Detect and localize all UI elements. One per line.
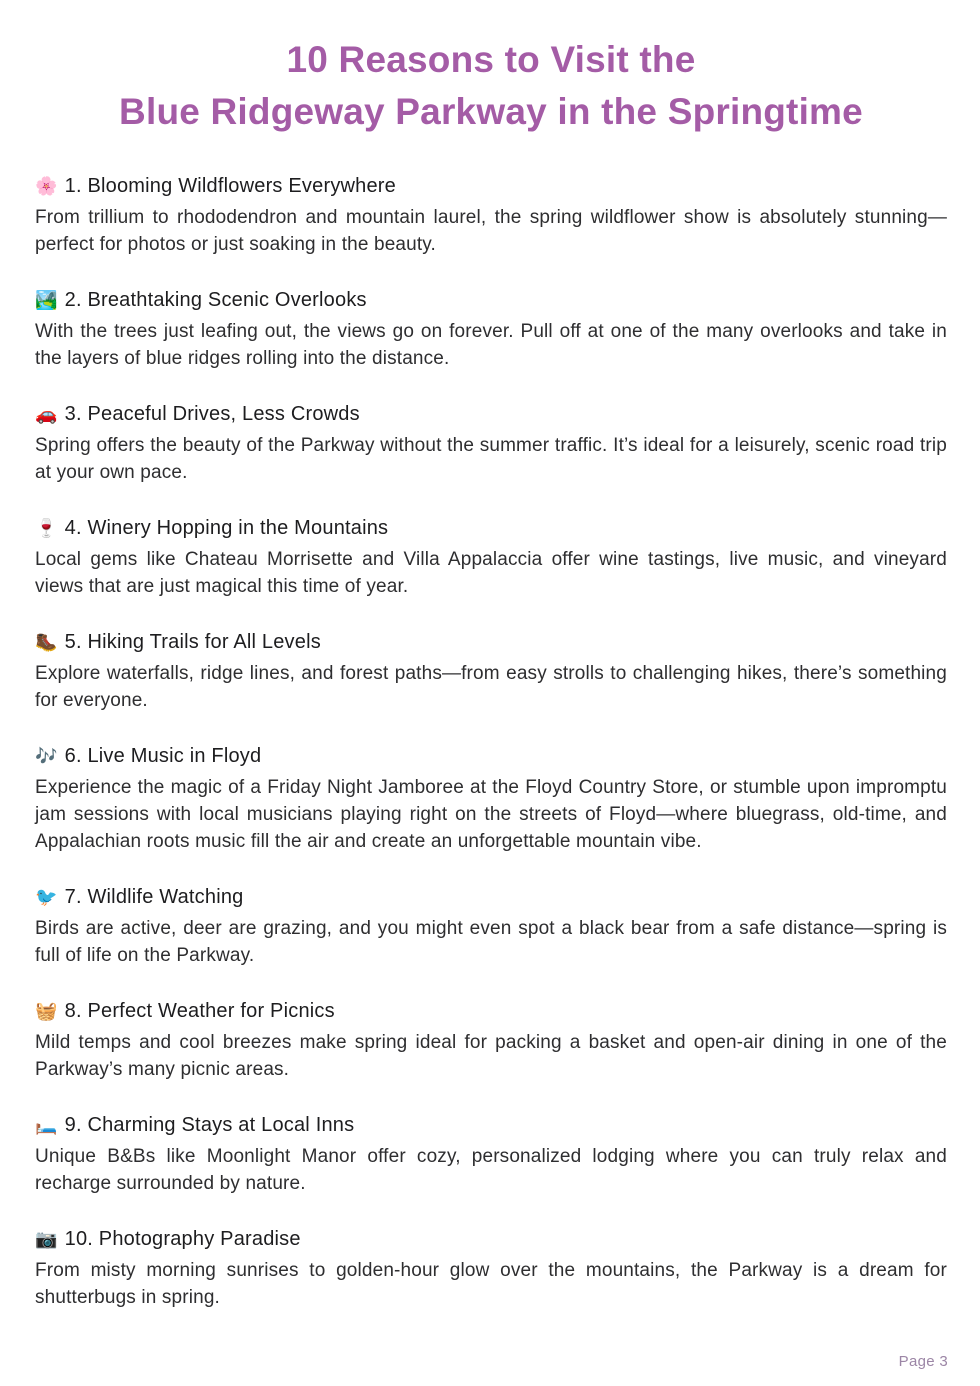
section-body-text: Explore waterfalls, ridge lines, and forest paths—from easy strolls to challenging hikes, there’s something for everyone. — [35, 663, 947, 711]
reasons-list — [35, 172, 947, 1311]
list-item — [35, 400, 947, 486]
cherry-blossom-icon: 🌸 — [35, 176, 58, 196]
section-heading — [35, 1111, 947, 1139]
section-heading — [35, 400, 947, 428]
section-heading-text: 1. Blooming Wildflowers Everywhere — [64, 175, 396, 197]
page-number: Page 3 — [898, 1353, 948, 1370]
list-item — [35, 286, 947, 372]
bed-icon: 🛏️ — [35, 1115, 58, 1135]
section-heading-text: 6. Live Music in Floyd — [64, 745, 262, 767]
list-item — [35, 883, 947, 969]
page-title-line-2: Blue Ridgeway Parkway in the Springtime — [119, 91, 863, 132]
section-body-text: Local gems like Chateau Morrisette and Villa Appalaccia offer wine tastings, live music, and vineyard views that are just magical this time of year. — [35, 549, 947, 597]
section-heading-text: 4. Winery Hopping in the Mountains — [64, 517, 389, 539]
section-body-text: Experience the magic of a Friday Night Jamboree at the Floyd Country Store, or stumble upon impromptu jam sessions with local musicians playing right on the streets of Floyd—where bluegrass, old-time, and Appalachian roots music fill the air and create an unforgettable mountain vibe. — [35, 777, 947, 852]
section-heading — [35, 172, 947, 200]
section-heading — [35, 883, 947, 911]
section-heading-text: 2. Breathtaking Scenic Overlooks — [64, 289, 367, 311]
section-heading-text: 9. Charming Stays at Local Inns — [64, 1114, 355, 1136]
section-heading — [35, 628, 947, 656]
musical-notes-icon: 🎶 — [35, 746, 58, 766]
camera-icon: 📷 — [35, 1229, 58, 1249]
wine-glass-icon: 🍷 — [35, 518, 58, 538]
section-body-text: Birds are active, deer are grazing, and you might even spot a black bear from a safe distance—spring is full of life on the Parkway. — [35, 918, 947, 966]
section-heading — [35, 514, 947, 542]
section-heading — [35, 286, 947, 314]
section-heading-text: 10. Photography Paradise — [64, 1228, 301, 1250]
section-heading-text: 8. Perfect Weather for Picnics — [64, 1000, 335, 1022]
section-heading-text: 3. Peaceful Drives, Less Crowds — [64, 403, 360, 425]
section-body-text: From trillium to rhododendron and mountain laurel, the spring wildflower show is absolutely stunning—perfect for photos or just soaking in the beauty. — [35, 207, 947, 255]
section-body-text: Unique B&Bs like Moonlight Manor offer cozy, personalized lodging where you can truly relax and recharge surrounded by nature. — [35, 1146, 947, 1194]
list-item — [35, 172, 947, 258]
section-body-text: With the trees just leafing out, the views go on forever. Pull off at one of the many overlooks and take in the layers of blue ridges rolling into the distance. — [35, 321, 947, 369]
list-item — [35, 514, 947, 600]
page-title — [35, 34, 947, 138]
red-car-icon: 🚗 — [35, 404, 58, 424]
hiking-boot-icon: 🥾 — [35, 632, 58, 652]
section-body-text: Mild temps and cool breezes make spring ideal for packing a basket and open-air dining in one of the Parkway’s many picnic areas. — [35, 1032, 947, 1080]
page-title-line-1: 10 Reasons to Visit the — [286, 39, 696, 80]
list-item — [35, 997, 947, 1083]
section-heading — [35, 997, 947, 1025]
section-body-text: From misty morning sunrises to golden-hour glow over the mountains, the Parkway is a dream for shutterbugs in spring. — [35, 1260, 947, 1308]
section-heading — [35, 742, 947, 770]
section-heading-text: 5. Hiking Trails for All Levels — [64, 631, 321, 653]
list-item — [35, 742, 947, 855]
picnic-basket-icon: 🧺 — [35, 1001, 58, 1021]
list-item — [35, 1225, 947, 1311]
section-heading-text: 7. Wildlife Watching — [64, 886, 244, 908]
list-item — [35, 628, 947, 714]
bird-icon: 🐦 — [35, 887, 58, 907]
list-item — [35, 1111, 947, 1197]
section-body-text: Spring offers the beauty of the Parkway without the summer traffic. It’s ideal for a leisurely, scenic road trip at your own pace. — [35, 435, 947, 483]
national-park-icon: 🏞️ — [35, 290, 58, 310]
section-heading — [35, 1225, 947, 1253]
